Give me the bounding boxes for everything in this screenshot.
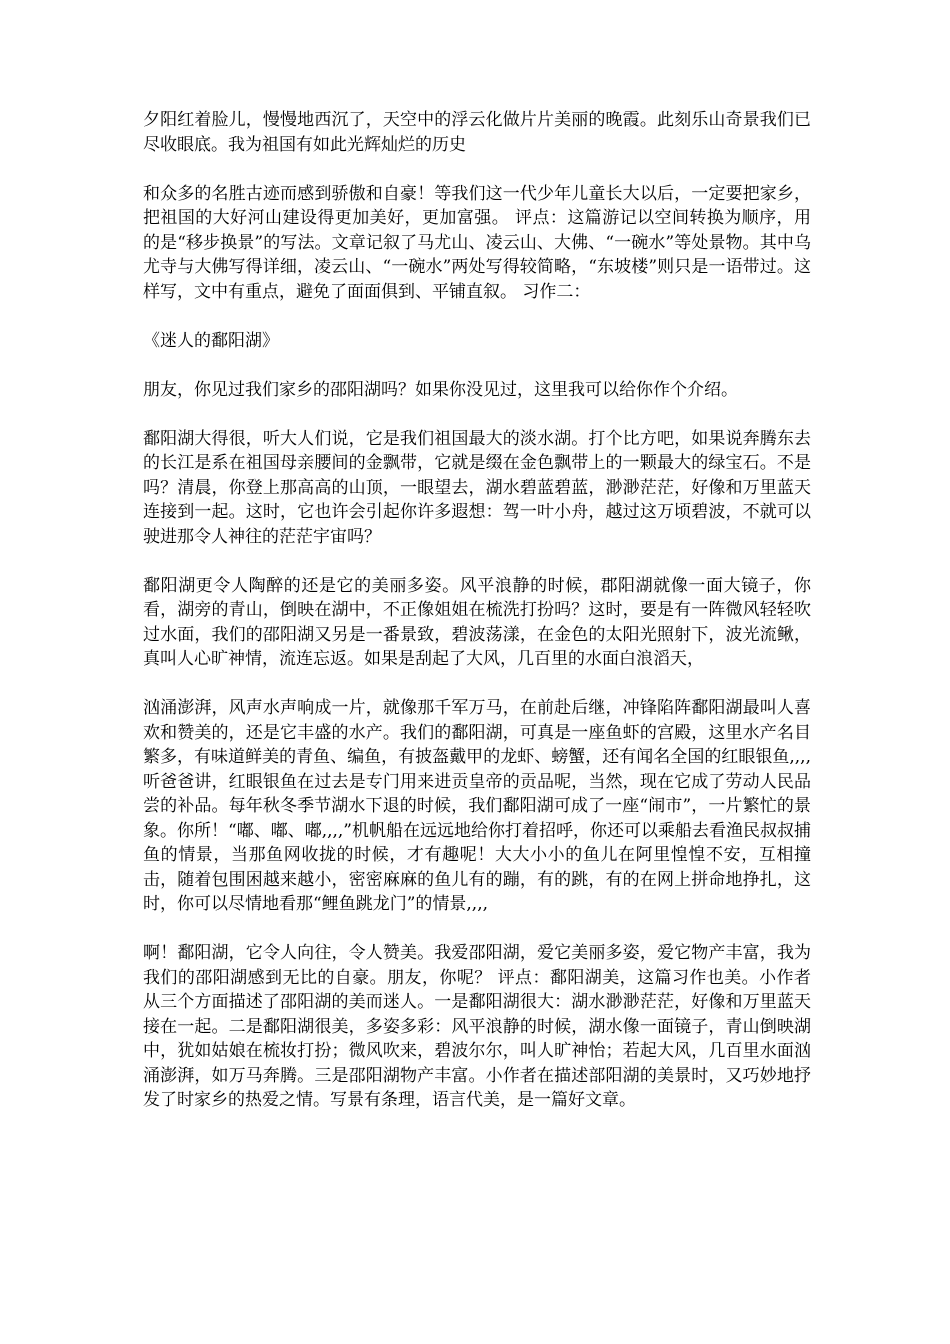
document-body <box>143 108 811 1137</box>
paragraph-3: 朋友，你见过我们家乡的邵阳湖吗？如果你没见过，这里我可以给你作个介绍。 <box>143 379 738 400</box>
essay-title: 《迷人的鄱阳湖》 <box>143 330 279 351</box>
paragraph-7: 啊！鄱阳湖，它令人向往，令人赞美。我爱邵阳湖，爱它美丽多姿，爱它物产丰富，我为我们的邵阳湖感到无比的自豪。朋友，你呢？ 评点：鄱阳湖美，这篇习作也美。小作者从三个方面描述了邵阳湖的美而迷人。一是鄱阳湖很大：湖水渺渺茫茫，好像和万里蓝天接在一起。二是鄱阳湖很美，多姿多彩：风平浪静的时候，湖水像一面镜子，青山倒映湖中，犹如姑娘在梳妆打扮；微风吹来，碧波尔尔，叫人旷神怡；若起大风，几百里水面汹涌澎湃，如万马奔腾。三是邵阳湖物产丰富。小作者在描述部阳湖的美景时，又巧妙地抒发了时家乡的热爱之情。写景有条理，语言代美，是一篇好文章。 <box>143 943 811 1110</box>
paragraph-1: 夕阳红着脸儿，慢慢地西沉了，天空中的浮云化做片片美丽的晚霞。此刻乐山奇景我们已尽收眼底。我为祖国有如此光辉灿烂的历史 <box>143 110 811 155</box>
paragraph-6: 汹涌澎湃，风声水声响成一片，就像那千军万马，在前赴后继，冲锋陷阵鄱阳湖最叫人喜欢和赞美的，还是它丰盛的水产。我们的鄱阳湖，可真是一座鱼虾的宫殿，这里水产名目繁多，有味道鲜美的青鱼、编鱼，有披盔戴甲的龙虾、螃蟹，还有闻名全国的红眼银鱼,,,,听爸爸讲，红眼银鱼在过去是专门用来进贡皇帝的贡品呢，当然，现在它成了劳动人民品尝的补品。每年秋冬季节湖水下退的时候，我们鄱阳湖可成了一座“闹市”，一片繁忙的景象。你所！“嘟、嘟、嘟,,,,”机帆船在远远地给你打着招呼，你还可以乘船去看渔民叔叔捕鱼的情景，当那鱼网收拢的时候，才有趣呢！大大小小的鱼儿在阿里惶惶不安，互相撞击，随着包围困越来越小，密密麻麻的鱼儿有的蹦，有的跳，有的在网上拼命地挣扎，这时，你可以尽情地看那“鲤鱼跳龙门”的情景,,,, <box>143 698 811 914</box>
paragraph-2: 和众多的名胜古迹而感到骄傲和自豪！等我们这一代少年儿童长大以后，一定要把家乡，把祖国的大好河山建设得更加美好，更加富强。 评点：这篇游记以空间转换为顺序，用的是“移步换景”的写法。文章记叙了马尤山、凌云山、大佛、“一碗水”等处景物。其中乌尤寺与大佛写得详细，凌云山、“一碗水”两处写得较简略，“东坡楼”则只是一语带过。这样写，文中有重点，避免了面面俱到、平铺直叙。 习作二： <box>143 183 811 302</box>
paragraph-5: 鄱阳湖更令人陶醉的还是它的美丽多姿。风平浪静的时候，郡阳湖就像一面大镜子，你看，湖旁的青山，倒映在湖中，不正像姐姐在梳洗打扮吗？这时，要是有一阵微风轻轻吹过水面，我们的邵阳湖又另是一番景致，碧波荡漾，在金色的太阳光照射下，波光流鳅，真叫人心旷神情，流连忘返。如果是刮起了大风，几百里的水面白浪滔天， <box>143 575 811 669</box>
paragraph-4: 鄱阳湖大得很，听大人们说，它是我们祖国最大的淡水湖。打个比方吧，如果说奔腾东去的长江是系在祖国母亲腰间的金飘带，它就是缀在金色飘带上的一颗最大的绿宝石。不是吗？清晨，你登上那高高的山顶，一眼望去，湖水碧蓝碧蓝，渺渺茫茫，好像和万里蓝天连接到一起。这时，它也许会引起你许多遐想：驾一叶小舟，越过这万顷碧波，不就可以驶进那令人神往的茫茫宇宙吗？ <box>143 428 811 547</box>
